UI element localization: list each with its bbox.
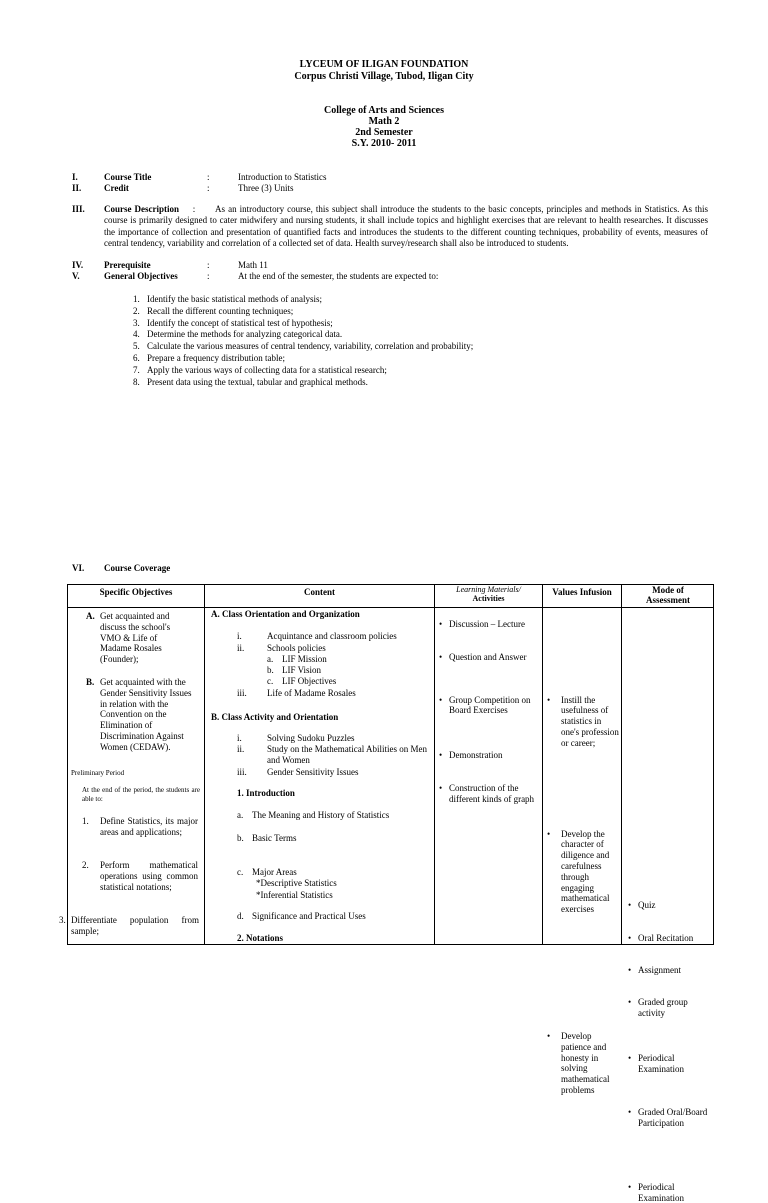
- list-item: • Periodical Examination: [626, 1053, 708, 1075]
- objective-b-text: Get acquainted with the Gender Sensitivity Issues in relation with the Convention on the Elimination of Discrimination Against Women (CEDAW).: [100, 677, 192, 752]
- list-item: • Instill the usefulness of statistics in one's profession or career;: [545, 695, 621, 749]
- list-item: 2. Recall the different counting techniques;: [133, 305, 294, 316]
- objective-3-text: Differentiate population from sample;: [71, 915, 199, 936]
- list-item: 6. Prepare a frequency distribution table;: [133, 352, 285, 363]
- list-item: • Question and Answer: [437, 652, 529, 663]
- header-mode-of-assessment: Mode of Assessment: [646, 585, 690, 605]
- list-item: • Demonstration: [437, 750, 549, 761]
- header-content: Content: [304, 587, 335, 597]
- section-label: Credit: [104, 183, 129, 193]
- list-item: • Graded group activity: [626, 997, 708, 1019]
- section-label: Course Coverage: [104, 563, 171, 573]
- section-number: II.: [72, 183, 82, 193]
- list-item: • Develop the character of diligence and carefulness through engaging mathematical exercises: [545, 829, 621, 915]
- section-label: Course Description: [104, 204, 180, 214]
- section-colon: :: [207, 271, 210, 281]
- list-item: • Oral Recitation: [626, 933, 722, 944]
- content-heading-b: B. Class Activity and Orientation: [211, 712, 339, 722]
- list-item: • Discussion – Lecture: [437, 619, 552, 630]
- content-heading-introduction: 1. Introduction: [237, 788, 295, 798]
- section-number: V.: [72, 271, 80, 281]
- section-number: III.: [72, 204, 85, 214]
- section-value: Three (3) Units: [238, 183, 294, 193]
- section-value: As an introductory course, this subject shall introduce the students to the basic concepts, principles and methods in Statistics. As this course is primarily designed to cater midwifery and nursing students, it shall include topics and highlight exercises that are relevant to health researches. It discusses the importance of collection and presentation of quantified facts and introduces the students to the different counting techniques, probability of events, measures of central tendency, variability and correlation of a collected set of data. Health survey/research shall also be introduced to students.: [104, 204, 708, 248]
- college-name: College of Arts and Sciences: [324, 105, 444, 116]
- objective-label: A.: [86, 611, 95, 621]
- section-number: I.: [72, 172, 78, 182]
- section-value: Introduction to Statistics: [238, 172, 327, 182]
- list-item: • Group Competition on Board Exercises: [437, 695, 549, 717]
- section-colon: :: [192, 204, 196, 214]
- objective-number: 1.: [82, 816, 89, 826]
- list-item: 7. Apply the various ways of collecting data for a statistical research;: [133, 364, 387, 375]
- list-item: • Develop patience and honesty in solving mathematical problems: [545, 1031, 621, 1096]
- list-item: • Periodical Examination: [626, 1182, 708, 1203]
- objective-1-text: Define Statistics, its major areas and applications;: [100, 816, 198, 837]
- section-number: IV.: [72, 260, 84, 270]
- list-item: 8. Present data using the textual, tabular and graphical methods.: [133, 376, 368, 387]
- list-item: 5. Calculate the various measures of central tendency, variability, correlation and probability;: [133, 341, 474, 352]
- period-label: Preliminary Period: [71, 769, 125, 777]
- list-item: • Graded Oral/Board Participation: [626, 1107, 708, 1129]
- list-item: 1. Identify the basic statistical methods of analysis;: [133, 294, 322, 304]
- content-heading-notations: 2. Notations: [237, 933, 284, 943]
- course-description-text: [104, 204, 708, 249]
- objective-2-text: Perform mathematical operations using common statistical notations;: [100, 860, 198, 892]
- objective-number: 2.: [82, 860, 89, 870]
- list-item: • Assignment: [626, 965, 722, 976]
- list-item: 3. Identify the concept of statistical test of hypothesis;: [133, 317, 333, 328]
- general-objectives-list: [133, 294, 473, 388]
- section-colon: :: [207, 172, 210, 182]
- header-specific-objectives: Specific Objectives: [99, 587, 173, 597]
- semester: 2nd Semester: [355, 127, 413, 138]
- section-label: General Objectives: [104, 271, 178, 281]
- objective-a-text: Get acquainted and discuss the school's VMO & Life of Madame Rosales (Founder);: [100, 611, 171, 665]
- list-item: • Quiz: [626, 900, 718, 911]
- section-colon: :: [207, 260, 210, 270]
- school-year: S.Y. 2010- 2011: [351, 138, 417, 149]
- list-item: 4. Determine the methods for analyzing categorical data.: [133, 329, 343, 340]
- section-value: Math 11: [238, 260, 268, 270]
- period-intro: At the end of the period, the students are able to:: [82, 786, 200, 803]
- institution-name: LYCEUM OF ILIGAN FOUNDATION: [299, 59, 469, 70]
- section-label: Prerequisite: [104, 260, 151, 270]
- list-item: • Construction of the different kinds of graph: [437, 783, 545, 805]
- header-values-infusion: Values Infusion: [552, 587, 612, 597]
- section-label: Course Title: [104, 172, 152, 182]
- institution-address: Corpus Christi Village, Tubod, Iligan City: [294, 71, 474, 82]
- header-learning-materials: Learning Materials/ Activities: [456, 585, 521, 603]
- course-coverage-table: Specific Objectives Content Learning Materials/ Activities Values Infusion Mode of Assessment A. Get acquainted and discuss the school's VMO & Life of Madame Rosales (Founder); B. Get acquainted with the Gender Sensitivity Issues in relation with the Convention on the Elimination of Discrimination Against Women (CEDAW). Preliminary Period At the end of the period, the students are able to: 1. Define Statistics, its major areas and applications; 2. Perform mathematical operations using common statistical notations; 3. Differentiate population from sample; A. Class Orientation and Organization i. Acquintance and classroom policies ii. Schools policies a. LIF Mission b. LIF Vision c. LIF Objectives iii. Life of Madame Rosales B. Class Activity and Orientation i. Solving Sudoku Puzzles ii. Study on the Mathematical Abilities on Men and Women iii. Gender Sensitivity Issues 1. Introduction a. The Meaning and History of Statistics b. Basic Terms c. Major Areas *Descriptive Statistics *Inferential Statistics d. Significance and Practical Uses 2. Notations • Discussion – Lecture • Question and Answer • Group Competition on Board Exercises • Demonstration • Construction of the different kinds of graph • Instill the usefulness of statistics in one's profession or career; • Develop the character of diligence and carefulness through engaging mathematical exercises • Develop patience and honesty in solving mathematical problems • Quiz • Oral Recitation • Assignment • Graded group activity • Periodical Examination • Graded Oral/Board Participation • Periodical Examination: [67, 584, 714, 945]
- objective-label: B.: [86, 677, 95, 687]
- course-code: Math 2: [368, 116, 400, 127]
- section-number: VI.: [72, 563, 85, 573]
- objective-number: 3.: [59, 915, 66, 925]
- section-colon: :: [207, 183, 210, 193]
- section-value: At the end of the semester, the students are expected to:: [238, 271, 439, 281]
- content-heading-a: A. Class Orientation and Organization: [211, 609, 360, 619]
